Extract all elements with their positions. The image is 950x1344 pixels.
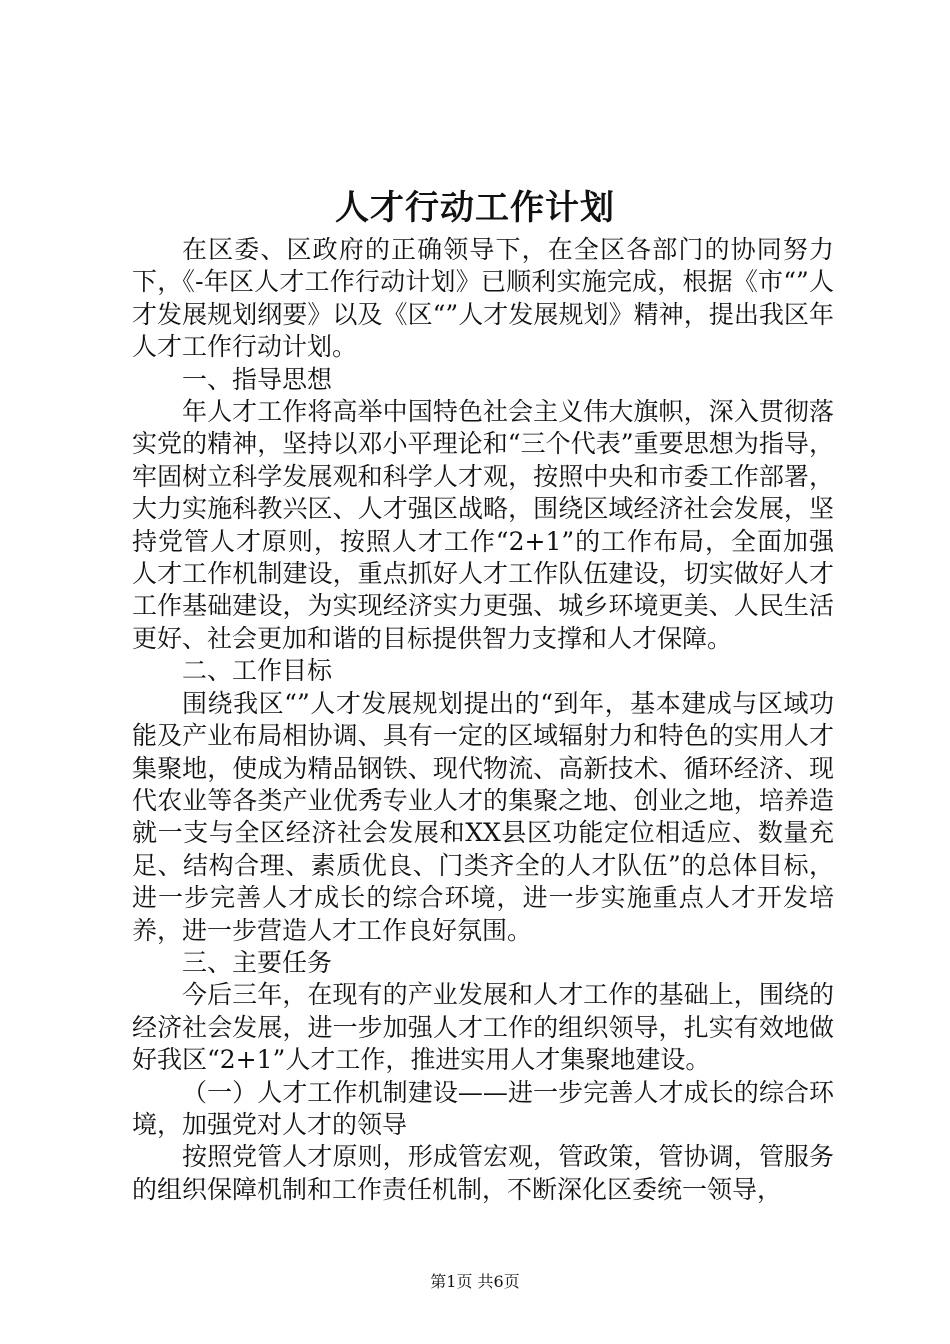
section-heading-work-goals: 二、工作目标 xyxy=(182,656,333,686)
document-title: 人才行动工作计划 xyxy=(335,188,615,228)
subsection-heading-mechanism: （一）人才工作机制建设——进一步完善人才成长的综合环境，加强党对人才的领导 xyxy=(132,1077,834,1139)
main-tasks-paragraph: 今后三年，在现有的产业发展和人才工作的基础上，围绕的经济社会发展，进一步加强人才工作的组织领导，扎实有效地做好我区“2+1”人才工作，推进实用人才集聚地建设。 xyxy=(132,980,834,1075)
intro-paragraph: 在区委、区政府的正确领导下，在全区各部门的协同努力下，《-年区人才工作行动计划》已顺利实施完成，根据《市“”人才发展规划纲要》以及《区“”人才发展规划》精神，提出我区年人才工作行动计划。 xyxy=(132,235,834,362)
section-heading-main-tasks: 三、主要任务 xyxy=(182,947,333,977)
section-heading-guiding-ideology: 一、指导思想 xyxy=(182,364,333,394)
mechanism-paragraph: 按照党管人才原则，形成管宏观，管政策，管协调，管服务的组织保障机制和工作责任机制，不断深化区委统一领导， xyxy=(132,1142,834,1204)
guiding-ideology-paragraph: 年人才工作将高举中国特色社会主义伟大旗帜，深入贯彻落实党的精神，坚持以邓小平理论和“三个代表”重要思想为指导，牢固树立科学发展观和科学人才观，按照中央和市委工作部署，大力实施科教兴区、人才强区战略，围绕区域经济社会发展，坚持党管人才原则，按照人才工作“2+1”的工作布局，全面加强人才工作机制建设，重点抓好人才工作队伍建设，切实做好人才工作基础建设，为实现经济实力更强、城乡环境更美、人民生活更好、社会更加和谐的目标提供智力支撑和人才保障。 xyxy=(132,397,834,653)
document-body xyxy=(132,234,834,1206)
page-number-footer: 第1页 共6页 xyxy=(430,1272,520,1291)
work-goals-paragraph: 围绕我区“”人才发展规划提出的“到年，基本建成与区域功能及产业布局相协调、具有一定的区域辐射力和特色的实用人才集聚地，使成为精品钢铁、现代物流、高新技术、循环经济、现代农业等各类产业优秀专业人才的集聚之地、创业之地，培养造就一支与全区经济社会发展和XX县区功能定位相适应、数量充足、结构合理、素质优良、门类齐全的人才队伍”的总体目标，进一步完善人才成长的综合环境，进一步实施重点人才开发培养，进一步营造人才工作良好氛围。 xyxy=(132,688,834,945)
